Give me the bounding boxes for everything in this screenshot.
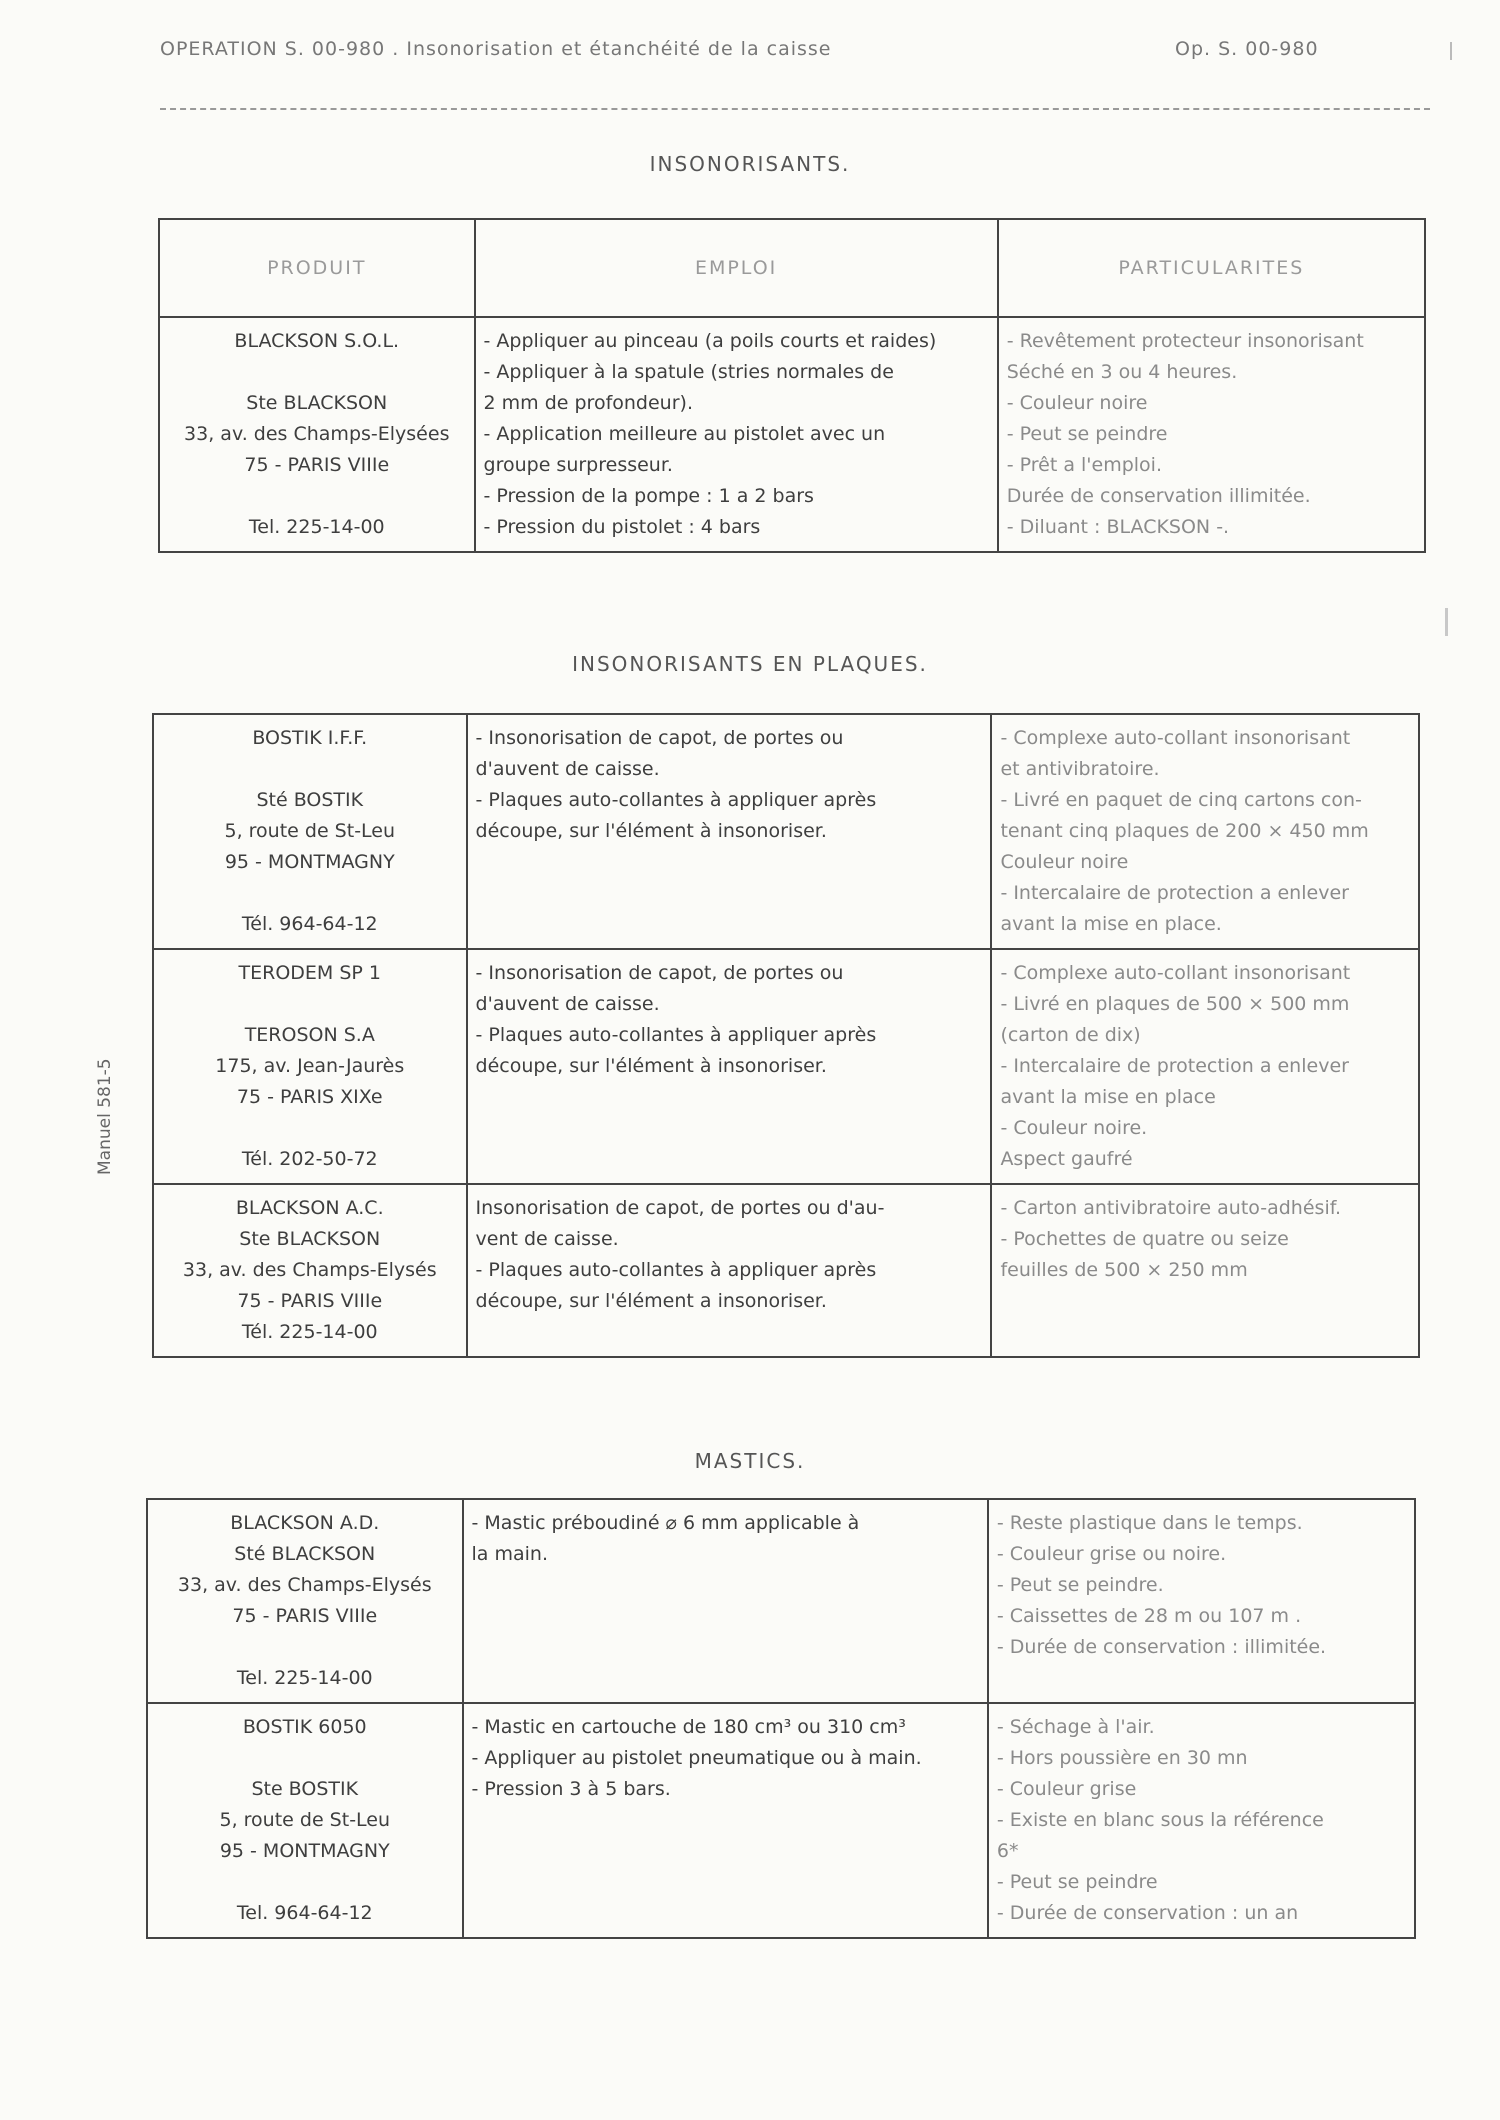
particularites-line: - Livré en plaques de 500 × 500 mm: [1000, 993, 1350, 1015]
produit-line: 5, route de St-Leu: [219, 1809, 391, 1831]
emploi-line: 2 mm de profondeur).: [483, 392, 693, 414]
produit-line: BLACKSON A.D.: [230, 1512, 380, 1534]
particularites-line: - Complexe auto-collant insonorisant: [1000, 962, 1351, 984]
particularites-line: avant la mise en place.: [1000, 913, 1222, 935]
header-particularites: PARTICULARITES: [998, 219, 1425, 317]
particularites-line: Durée de conservation illimitée.: [1006, 485, 1311, 507]
emploi-line: la main.: [471, 1543, 548, 1565]
emploi-line: découpe, sur l'élément à insonoriser.: [475, 1055, 827, 1077]
particularites-cell: [998, 317, 1425, 552]
emploi-cell: [467, 949, 992, 1184]
produit-cell: [153, 949, 467, 1184]
emploi-line: découpe, sur l'élément a insonoriser.: [475, 1290, 827, 1312]
emploi-cell: [463, 1703, 988, 1938]
produit-cell: [147, 1703, 463, 1938]
emploi-line: - Insonorisation de capot, de portes ou: [475, 962, 844, 984]
header-emploi: EMPLOI: [475, 219, 998, 317]
emploi-line: - Appliquer au pistolet pneumatique ou à main.: [471, 1747, 922, 1769]
emploi-line: d'auvent de caisse.: [475, 758, 660, 780]
particularites-cell: [991, 1184, 1419, 1357]
section-title-mastics: MASTICS.: [694, 1449, 806, 1473]
margin-mark: [1445, 608, 1448, 636]
emploi-cell: [475, 317, 998, 552]
particularites-line: - Couleur noire.: [1000, 1117, 1148, 1139]
particularites-line: - Intercalaire de protection a enlever: [1000, 1055, 1349, 1077]
particularites-line: - Intercalaire de protection a enlever: [1000, 882, 1349, 904]
produit-line: Tél. 225-14-00: [241, 1321, 378, 1343]
produit-line: Ste BLACKSON: [246, 392, 388, 414]
produit-line: [156, 1632, 454, 1663]
produit-line: Tel. 225-14-00: [236, 1667, 373, 1689]
emploi-line: découpe, sur l'élément à insonoriser.: [475, 820, 827, 842]
particularites-line: - Revêtement protecteur insonorisant: [1006, 330, 1364, 352]
produit-line: Sté BOSTIK: [256, 789, 364, 811]
produit-cell: [147, 1499, 463, 1703]
table-row: [153, 949, 1419, 1184]
particularites-line: 6*: [996, 1840, 1019, 1862]
particularites-line: - Caissettes de 28 m ou 107 m .: [996, 1605, 1302, 1627]
particularites-line: - Couleur grise: [996, 1778, 1137, 1800]
produit-line: TEROSON S.A: [244, 1024, 375, 1046]
produit-line: [162, 989, 458, 1020]
particularites-cell: [988, 1703, 1415, 1938]
table-insonorisants: [158, 218, 1426, 553]
particularites-line: - Prêt a l'emploi.: [1006, 454, 1162, 476]
particularites-line: tenant cinq plaques de 200 × 450 mm: [1000, 820, 1369, 842]
emploi-cell: [463, 1499, 988, 1703]
produit-line: Tél. 202-50-72: [241, 1148, 378, 1170]
header-produit: PRODUIT: [159, 219, 475, 317]
emploi-line: - Plaques auto-collantes à appliquer après: [475, 789, 877, 811]
operation-reference: OPERATION S. 00-980 . Insonorisation et étanchéité de la caisse: [160, 38, 832, 60]
particularites-line: et antivibratoire.: [1000, 758, 1160, 780]
produit-cell: [153, 714, 467, 949]
particularites-line: - Peut se peindre: [996, 1871, 1158, 1893]
particularites-line: Couleur noire: [1000, 851, 1129, 873]
produit-line: 33, av. des Champs-Elysées: [184, 423, 450, 445]
produit-line: 75 - PARIS VIIIe: [244, 454, 390, 476]
particularites-line: - Diluant : BLACKSON -.: [1006, 516, 1230, 538]
produit-line: Sté BLACKSON: [234, 1543, 376, 1565]
produit-line: [162, 1113, 458, 1144]
emploi-line: - Plaques auto-collantes à appliquer après: [475, 1024, 877, 1046]
emploi-line: Insonorisation de capot, de portes ou d'au-: [475, 1197, 885, 1219]
header-rule: [160, 108, 1430, 110]
emploi-line: groupe surpresseur.: [483, 454, 673, 476]
particularites-line: - Reste plastique dans le temps.: [996, 1512, 1303, 1534]
corner-mark: [1450, 42, 1460, 60]
emploi-cell: [467, 714, 992, 949]
particularites-line: - Hors poussière en 30 mn: [996, 1747, 1248, 1769]
side-label: Manuel 581-5: [95, 1058, 115, 1175]
emploi-line: - Pression 3 à 5 bars.: [471, 1778, 671, 1800]
particularites-line: - Séchage à l'air.: [996, 1716, 1155, 1738]
produit-line: [162, 878, 458, 909]
produit-line: 95 - MONTMAGNY: [219, 1840, 390, 1862]
produit-line: [162, 754, 458, 785]
particularites-cell: [991, 714, 1419, 949]
produit-line: Ste BLACKSON: [239, 1228, 381, 1250]
particularites-line: Aspect gaufré: [1000, 1148, 1133, 1170]
produit-line: Tél. 964-64-12: [241, 913, 378, 935]
emploi-line: - Mastic préboudiné ⌀ 6 mm applicable à: [471, 1512, 860, 1534]
produit-line: 75 - PARIS VIIIe: [237, 1290, 383, 1312]
table-row: [147, 1499, 1415, 1703]
particularites-line: feuilles de 500 × 250 mm: [1000, 1259, 1248, 1281]
produit-line: 33, av. des Champs-Elysés: [182, 1259, 437, 1281]
produit-line: 95 - MONTMAGNY: [224, 851, 395, 873]
emploi-line: - Insonorisation de capot, de portes ou: [475, 727, 844, 749]
produit-line: [168, 481, 466, 512]
page-header: [160, 30, 1380, 70]
produit-line: [168, 357, 466, 388]
produit-line: Ste BOSTIK: [251, 1778, 359, 1800]
page-code: Op. S. 00-980: [1175, 38, 1319, 60]
produit-line: BOSTIK I.F.F.: [252, 727, 368, 749]
table-mastics: [146, 1498, 1416, 1939]
table-row: [153, 714, 1419, 949]
produit-line: 75 - PARIS XIXe: [236, 1086, 383, 1108]
produit-line: BLACKSON S.O.L.: [234, 330, 400, 352]
emploi-line: vent de caisse.: [475, 1228, 619, 1250]
produit-line: [156, 1743, 454, 1774]
section-title-insonorisants: INSONORISANTS.: [649, 152, 851, 176]
produit-line: 75 - PARIS VIIIe: [232, 1605, 378, 1627]
emploi-line: - Plaques auto-collantes à appliquer après: [475, 1259, 877, 1281]
particularites-line: - Complexe auto-collant insonorisant: [1000, 727, 1351, 749]
produit-line: Tel. 964-64-12: [236, 1902, 373, 1924]
emploi-line: - Application meilleure au pistolet avec un: [483, 423, 886, 445]
particularites-line: - Peut se peindre: [1006, 423, 1168, 445]
emploi-line: - Pression du pistolet : 4 bars: [483, 516, 761, 538]
particularites-line: Séché en 3 ou 4 heures.: [1006, 361, 1238, 383]
particularites-line: - Carton antivibratoire auto-adhésif.: [1000, 1197, 1342, 1219]
produit-line: 5, route de St-Leu: [224, 820, 396, 842]
produit-cell: [159, 317, 475, 552]
particularites-cell: [991, 949, 1419, 1184]
particularites-line: - Pochettes de quatre ou seize: [1000, 1228, 1289, 1250]
produit-line: 33, av. des Champs-Elysés: [177, 1574, 432, 1596]
particularites-line: (carton de dix): [1000, 1024, 1141, 1046]
emploi-line: - Appliquer à la spatule (stries normales de: [483, 361, 894, 383]
produit-line: BOSTIK 6050: [242, 1716, 367, 1738]
emploi-line: - Appliquer au pinceau (a poils courts et raides): [483, 330, 937, 352]
produit-line: Tel. 225-14-00: [248, 516, 385, 538]
produit-line: [156, 1867, 454, 1898]
table-row: [153, 1184, 1419, 1357]
particularites-line: - Couleur noire: [1006, 392, 1148, 414]
section-title-plaques: INSONORISANTS EN PLAQUES.: [572, 652, 928, 676]
particularites-line: - Livré en paquet de cinq cartons con-: [1000, 789, 1362, 811]
produit-line: TERODEM SP 1: [238, 962, 381, 984]
particularites-line: - Durée de conservation : illimitée.: [996, 1636, 1327, 1658]
emploi-cell: [467, 1184, 992, 1357]
particularites-line: - Couleur grise ou noire.: [996, 1543, 1227, 1565]
particularites-line: - Durée de conservation : un an: [996, 1902, 1299, 1924]
particularites-cell: [988, 1499, 1415, 1703]
table-header-row: [159, 219, 1425, 317]
produit-line: 175, av. Jean-Jaurès: [215, 1055, 405, 1077]
produit-cell: [153, 1184, 467, 1357]
particularites-line: avant la mise en place: [1000, 1086, 1216, 1108]
table-plaques: [152, 713, 1420, 1358]
produit-line: BLACKSON A.C.: [235, 1197, 384, 1219]
table-row: [147, 1703, 1415, 1938]
particularites-line: - Peut se peindre.: [996, 1574, 1164, 1596]
emploi-line: - Mastic en cartouche de 180 cm³ ou 310 cm³: [471, 1716, 906, 1738]
table-row: [159, 317, 1425, 552]
emploi-line: d'auvent de caisse.: [475, 993, 660, 1015]
particularites-line: - Existe en blanc sous la référence: [996, 1809, 1324, 1831]
emploi-line: - Pression de la pompe : 1 a 2 bars: [483, 485, 814, 507]
